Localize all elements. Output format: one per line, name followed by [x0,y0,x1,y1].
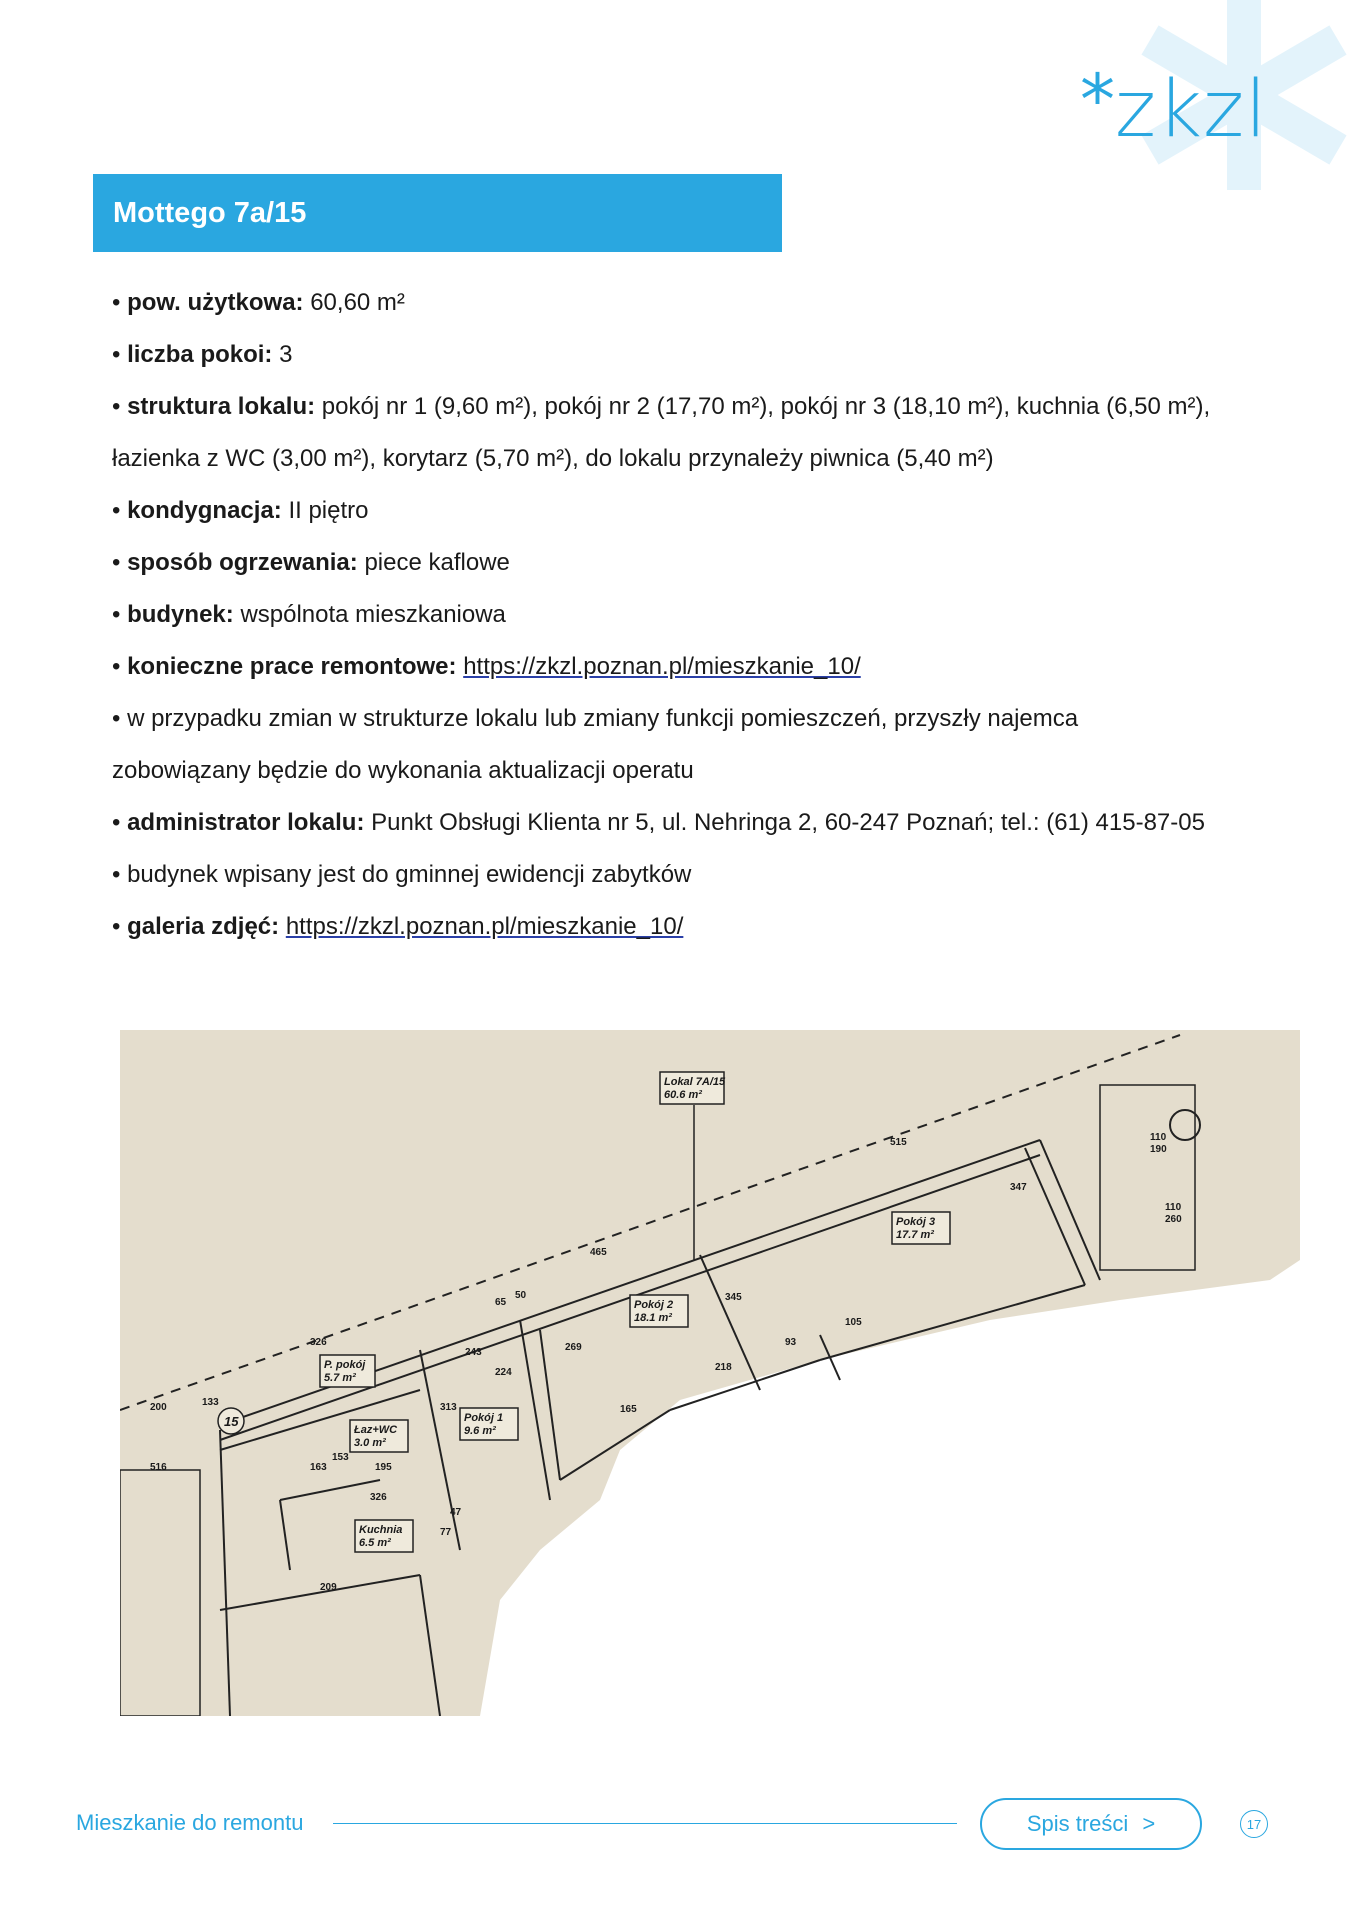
unit-number: 15 [224,1414,239,1429]
page-title-bar [93,174,782,252]
room2-area: 18.1 m² [634,1312,672,1324]
detail-area: • pow. użytkowa: 60,60 m² [112,289,405,316]
dim-label: 515 [890,1137,907,1148]
dim-label: 190 [1150,1144,1167,1155]
detail-structure: • struktura lokalu: pokój nr 1 (9,60 m²), pokój nr 2 (17,70 m²), pokój nr 3 (18,10 m²), kuchnia (6,50 m²), [112,393,1211,420]
dim-label: 47 [450,1507,462,1518]
dim-label: 50 [515,1290,527,1301]
dim-label: 326 [370,1492,387,1503]
room3-name: Pokój 3 [896,1216,936,1228]
unit-label-1: Lokal 7A/15 [664,1076,726,1088]
detail-heating: • sposób ogrzewania: piece kaflowe [112,549,510,576]
dim-label: 153 [332,1452,349,1463]
dim-label: 224 [495,1367,512,1378]
dim-label: 65 [495,1297,507,1308]
repairs-link[interactable]: https://zkzl.poznan.pl/mieszkanie_10/ [463,653,861,680]
page-number: 17 [1240,1810,1268,1838]
room1-name: Pokój 1 [464,1412,504,1424]
hall-area: 5.7 m² [324,1372,356,1384]
detail-note: • w przypadku zmian w strukturze lokalu lub zmiany funkcji pomieszczeń, przyszły najemca [112,705,1079,732]
dim-label: 200 [150,1402,167,1413]
dim-label: 110 [1165,1202,1182,1213]
dim-label: 465 [590,1247,607,1258]
zkzl-logo [1080,59,1268,155]
table-of-contents-button[interactable] [980,1798,1202,1850]
page-title: Mottego 7a/15 [113,196,307,229]
detail-admin: • administrator lokalu: Punkt Obsługi Klienta nr 5, ul. Nehringa 2, 60-247 Poznań; tel.: (61) 415-87-05 [112,809,1205,836]
logo-wordmark: zkzl [1115,65,1268,155]
dim-label: 77 [440,1527,452,1538]
dim-label: 269 [565,1342,582,1353]
dim-label: 313 [440,1402,457,1413]
detail-repairs: • konieczne prace remontowe: https://zkzl.poznan.pl/mieszkanie_10/ [112,653,861,680]
dim-label: 345 [725,1292,742,1303]
bath-area: 3.0 m² [354,1437,386,1449]
dim-label: 93 [785,1337,797,1348]
detail-floor: • kondygnacja: II piętro [112,497,369,524]
dim-label: 165 [620,1404,637,1415]
dim-label: 163 [310,1462,327,1473]
toc-label: Spis treści [1026,1811,1129,1836]
dim-label: 110 [1150,1132,1167,1143]
dim-label: 326 [310,1337,327,1348]
logo-asterisk: * [1080,59,1115,141]
dim-label: 105 [845,1317,862,1328]
kitchen-name: Kuchnia [359,1524,403,1536]
dim-label: 347 [1010,1182,1027,1193]
chevron-right-icon: > [1142,1811,1156,1836]
dim-label: 195 [375,1462,392,1473]
footer-divider [333,1823,957,1824]
dim-label: 209 [320,1582,337,1593]
room2-name: Pokój 2 [634,1299,674,1311]
room1-area: 9.6 m² [464,1425,496,1437]
floor-plan [120,1030,1300,1716]
kitchen-area: 6.5 m² [359,1537,391,1549]
detail-rooms: • liczba pokoi: 3 [112,341,293,368]
footer-section-label: Mieszkanie do remontu [76,1810,304,1835]
details-list [112,285,1262,961]
plan-paper [120,1030,1300,1716]
room3-area: 17.7 m² [896,1229,934,1241]
unit-label-2: 60.6 m² [664,1089,702,1101]
detail-heritage: • budynek wpisany jest do gminnej ewidencji zabytków [112,861,692,888]
dim-label: 516 [150,1462,167,1473]
detail-note-cont: zobowiązany będzie do wykonania aktualizacji operatu [112,757,694,784]
hall-name: P. pokój [324,1359,366,1371]
detail-gallery: • galeria zdjęć: https://zkzl.poznan.pl/mieszkanie_10/ [112,913,684,940]
bath-name: Łaz+WC [354,1424,398,1436]
detail-structure-cont: łazienka z WC (3,00 m²), korytarz (5,70 m²), do lokalu przynależy piwnica (5,40 m²) [112,445,994,472]
detail-building: • budynek: wspólnota mieszkaniowa [112,601,506,628]
gallery-link[interactable]: https://zkzl.poznan.pl/mieszkanie_10/ [285,913,684,940]
dim-label: 243 [465,1347,482,1358]
dim-label: 260 [1165,1214,1182,1225]
dim-label: 133 [202,1397,219,1408]
dim-label: 218 [715,1362,732,1373]
